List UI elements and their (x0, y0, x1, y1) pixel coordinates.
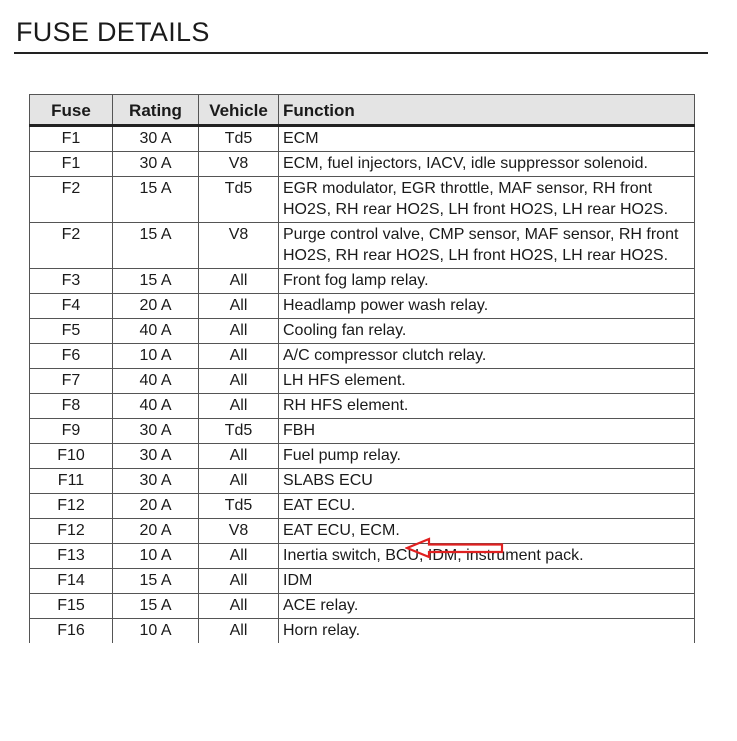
cell-rating: 15 A (113, 177, 199, 223)
cell-rating: 10 A (113, 544, 199, 569)
cell-function: IDM (279, 569, 695, 594)
cell-rating: 30 A (113, 469, 199, 494)
table-row (30, 294, 695, 319)
cell-function: Purge control valve, CMP sensor, MAF sensor, RH front HO2S, RH rear HO2S, LH front HO2S, LH rear HO2S. (279, 223, 695, 269)
cell-fuse: F9 (30, 419, 113, 444)
red-arrow-annotation (405, 537, 505, 559)
cell-fuse: F13 (30, 544, 113, 569)
cell-rating: 15 A (113, 569, 199, 594)
cell-fuse: F15 (30, 594, 113, 619)
cell-vehicle: All (199, 394, 279, 419)
table-row (30, 519, 695, 544)
cell-function: Cooling fan relay. (279, 319, 695, 344)
cell-fuse: F2 (30, 223, 113, 269)
cell-rating: 15 A (113, 594, 199, 619)
cell-function: FBH (279, 419, 695, 444)
cell-fuse: F11 (30, 469, 113, 494)
table-row (30, 394, 695, 419)
cell-function: Horn relay. (279, 619, 695, 644)
cell-vehicle: V8 (199, 223, 279, 269)
cell-vehicle: All (199, 444, 279, 469)
cell-rating: 10 A (113, 619, 199, 644)
cell-function: Front fog lamp relay. (279, 269, 695, 294)
cell-fuse: F1 (30, 126, 113, 152)
cell-fuse: F14 (30, 569, 113, 594)
cell-rating: 15 A (113, 269, 199, 294)
cell-fuse: F3 (30, 269, 113, 294)
cell-fuse: F5 (30, 319, 113, 344)
header-vehicle: Vehicle (199, 95, 279, 126)
cell-fuse: F2 (30, 177, 113, 223)
cell-function: A/C compressor clutch relay. (279, 344, 695, 369)
table-row (30, 619, 695, 644)
cell-rating: 30 A (113, 444, 199, 469)
table-row (30, 223, 695, 269)
table-row (30, 469, 695, 494)
header-fuse: Fuse (30, 95, 113, 126)
cell-vehicle: All (199, 269, 279, 294)
cell-function: ECM (279, 126, 695, 152)
cell-function: Inertia switch, BCU, IDM, instrument pack. (279, 544, 695, 569)
table-row (30, 344, 695, 369)
cell-fuse: F1 (30, 152, 113, 177)
cell-function: RH HFS element. (279, 394, 695, 419)
cell-rating: 30 A (113, 152, 199, 177)
table-row (30, 594, 695, 619)
table-row (30, 319, 695, 344)
table-row (30, 126, 695, 152)
cell-function: Headlamp power wash relay. (279, 294, 695, 319)
table-row (30, 419, 695, 444)
cell-vehicle: All (199, 294, 279, 319)
table-row (30, 544, 695, 569)
table-row (30, 152, 695, 177)
cell-rating: 20 A (113, 494, 199, 519)
table-row (30, 444, 695, 469)
cell-function: EAT ECU, ECM. (279, 519, 695, 544)
cell-vehicle: All (199, 469, 279, 494)
cell-function: ECM, fuel injectors, IACV, idle suppressor solenoid. (279, 152, 695, 177)
cell-function: Fuel pump relay. (279, 444, 695, 469)
arrow-left-icon (407, 539, 502, 557)
cell-vehicle: All (199, 569, 279, 594)
header-function: Function (279, 95, 695, 126)
table-row (30, 177, 695, 223)
cell-vehicle: All (199, 544, 279, 569)
cell-fuse: F12 (30, 494, 113, 519)
cell-vehicle: Td5 (199, 494, 279, 519)
cell-fuse: F8 (30, 394, 113, 419)
table-row (30, 369, 695, 394)
cell-function: SLABS ECU (279, 469, 695, 494)
cell-rating: 20 A (113, 519, 199, 544)
cell-fuse: F12 (30, 519, 113, 544)
cell-function: ACE relay. (279, 594, 695, 619)
table-row (30, 569, 695, 594)
table-body (30, 126, 695, 644)
cell-rating: 20 A (113, 294, 199, 319)
table-row (30, 269, 695, 294)
cell-fuse: F7 (30, 369, 113, 394)
cell-vehicle: All (199, 319, 279, 344)
cell-fuse: F10 (30, 444, 113, 469)
fuse-table (29, 94, 695, 643)
cell-rating: 15 A (113, 223, 199, 269)
cell-function: EAT ECU. (279, 494, 695, 519)
table-row (30, 494, 695, 519)
cell-rating: 10 A (113, 344, 199, 369)
page-title: FUSE DETAILS (16, 17, 210, 47)
cell-rating: 30 A (113, 126, 199, 152)
cell-rating: 40 A (113, 394, 199, 419)
cell-function: LH HFS element. (279, 369, 695, 394)
cell-vehicle: All (199, 619, 279, 644)
cell-fuse: F4 (30, 294, 113, 319)
table-header-row (30, 95, 695, 126)
cell-rating: 30 A (113, 419, 199, 444)
cell-vehicle: All (199, 594, 279, 619)
header-rating: Rating (113, 95, 199, 126)
cell-vehicle: All (199, 369, 279, 394)
cell-vehicle: All (199, 344, 279, 369)
cell-function: EGR modulator, EGR throttle, MAF sensor, RH front HO2S, RH rear HO2S, LH front HO2S, LH rear HO2S. (279, 177, 695, 223)
cell-vehicle: Td5 (199, 419, 279, 444)
title-divider (14, 52, 708, 54)
cell-vehicle: V8 (199, 152, 279, 177)
cell-vehicle: V8 (199, 519, 279, 544)
cell-rating: 40 A (113, 319, 199, 344)
cell-vehicle: Td5 (199, 126, 279, 152)
cell-fuse: F6 (30, 344, 113, 369)
cell-vehicle: Td5 (199, 177, 279, 223)
cell-fuse: F16 (30, 619, 113, 644)
cell-rating: 40 A (113, 369, 199, 394)
